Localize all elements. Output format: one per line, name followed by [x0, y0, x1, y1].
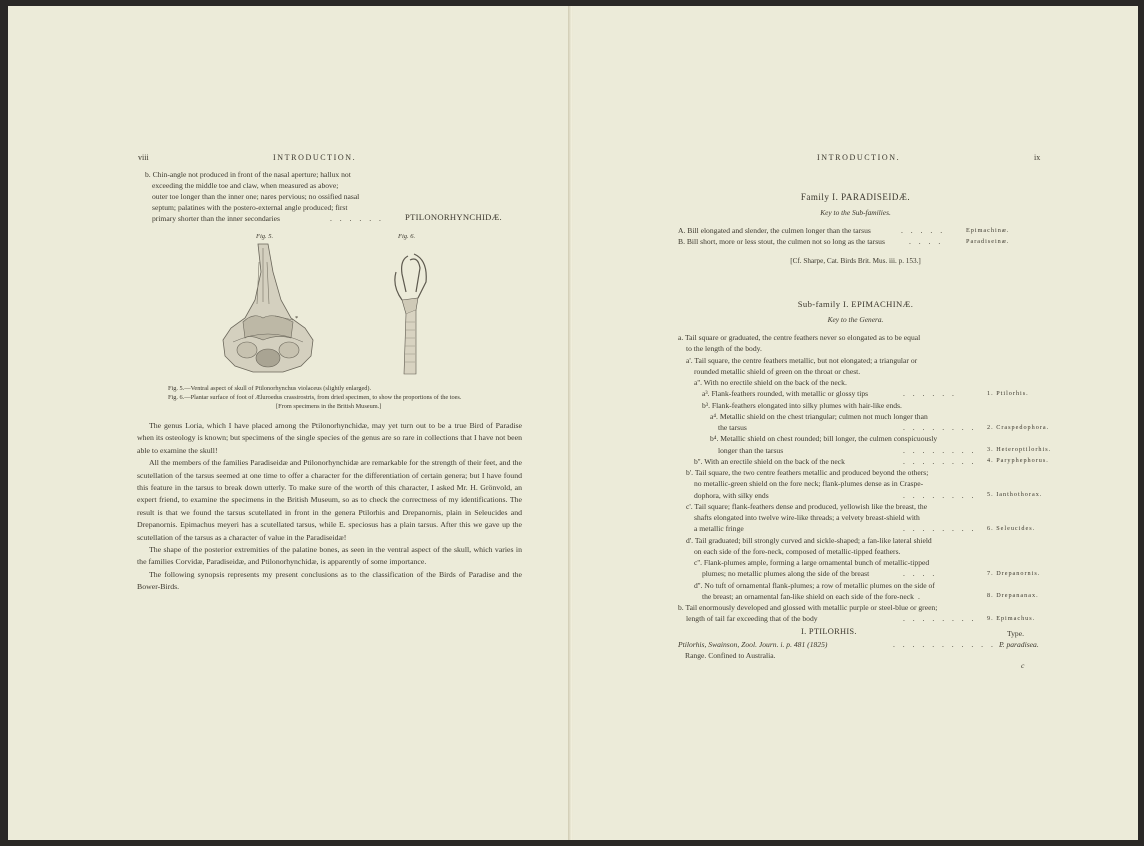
- citation-dots: . . . . . . . . . . . .: [893, 640, 1006, 649]
- item-b-line: b. Chin-angle not produced in front of the nasal aperture; hallux not: [145, 170, 351, 179]
- family-key-dots: . . . . .: [901, 226, 946, 235]
- key-line: a⁴. Metallic shield on the chest triangular; culmen not much longer than: [710, 411, 928, 421]
- key-line: no metallic-green shield on the fore neck; flank-plumes dense as in Craspe-: [694, 479, 924, 489]
- item-b-line: outer toe longer than the inner one; nares pervious; no ossified nasal: [152, 192, 360, 201]
- key-genus-result: 4. Paryphephorus.: [987, 457, 1049, 465]
- key-dots: . . . . . . . .: [903, 423, 977, 432]
- subfamily-key-title: Key to the Genera.: [827, 315, 884, 324]
- family-key-result: Epimachinæ.: [966, 227, 1010, 234]
- key-genus-result: 3. Heteroptilorhis.: [987, 446, 1052, 453]
- item-b-line: primary shorter than the inner secondaries: [152, 214, 280, 223]
- key-genus-result: 8. Drepananax.: [987, 592, 1039, 600]
- key-genus-result: 9. Epimachus.: [987, 614, 1036, 622]
- item-b-line: exceeding the middle toe and claw, when measured as above;: [152, 181, 339, 190]
- foot-illustration: [388, 252, 438, 376]
- right-page-number: ix: [1034, 153, 1041, 162]
- signature-mark: c: [1021, 661, 1025, 670]
- key-genus-result: 2. Craspedophora.: [987, 423, 1050, 431]
- key-dots: . . . . . . . .: [903, 614, 977, 624]
- key-dots: .: [918, 591, 923, 601]
- key-line: a metallic fringe: [694, 524, 744, 534]
- caption-fig6: Fig. 6.—Plantar surface of foot of Æluroedus crassirostris, from dried specimen, to show the proportions of the toes.: [168, 394, 462, 401]
- right-running-header: INTRODUCTION.: [817, 153, 901, 162]
- key-line: shafts elongated into twelve wire-like threads; a velvety breast-shield with: [694, 513, 920, 522]
- left-page: [8, 6, 571, 840]
- key-line: b. Tail enormously developed and glossed with metallic purple or steel-blue or green;: [678, 603, 938, 612]
- genus-title: I. PTILORHIS.: [801, 627, 857, 636]
- key-line: plumes; no metallic plumes along the side of the breast: [702, 569, 870, 579]
- key-line: on each side of the fore-neck, composed of metallic-tipped feathers.: [694, 546, 901, 556]
- reference: [Cf. Sharpe, Cat. Birds Brit. Mus. iii. p. 153.]: [790, 257, 921, 265]
- key-line: a'. Tail square, the centre feathers metallic, but not elongated; a triangular or: [686, 355, 918, 365]
- left-page-number: viii: [138, 153, 149, 162]
- genus-citation: Ptilorhis, Swainson, Zool. Journ. i. p. 481 (1825): [678, 640, 828, 649]
- caption-fig5: Fig. 5.—Ventral aspect of skull of Ptilonorhynchus violaceus (slightly enlarged).: [168, 385, 372, 392]
- caption-source: [From specimens in the British Museum.]: [276, 403, 382, 410]
- body-text: [137, 420, 522, 594]
- key-line: b⁴. Metallic shield on chest rounded; bill longer, the culmen conspicuously: [710, 434, 938, 444]
- key-dots: . . . . . . . .: [903, 456, 977, 466]
- key-line: b''. With an erectile shield on the back of the neck: [694, 456, 845, 466]
- type-label: Type.: [1007, 629, 1024, 638]
- figure-marker: *: [295, 315, 299, 322]
- key-dots: . . . . . . . .: [903, 445, 977, 455]
- paragraph: The following synopsis represents my present conclusions as to the classification of the Birds of Paradise and the Bower-Birds.: [137, 569, 522, 592]
- key-genus-result: 7. Drepanornis.: [987, 569, 1041, 577]
- key-line: a. Tail square or graduated, the centre feathers never so elongated as to be equal: [678, 333, 921, 342]
- key-line: d''. No tuft of ornamental flank-plumes; a row of metallic plumes on the side of: [694, 580, 935, 590]
- fig6-label: Fig. 6.: [398, 233, 416, 240]
- family-key-dots: . . . .: [909, 237, 944, 246]
- item-b-line: septum; palatines with the postero-external angle produced; first: [152, 203, 348, 212]
- family-key-row: B. Bill short, more or less stout, the culmen not so long as the tarsus: [678, 237, 885, 246]
- key-line: a''. With no erectile shield on the back of the neck.: [694, 378, 847, 387]
- family-title: Family I. PARADISEIDÆ.: [800, 192, 911, 202]
- family-key-title: Key to the Sub-families.: [820, 208, 891, 217]
- key-genus-result: 6. Seleucides.: [987, 524, 1036, 532]
- key-line: dophora, with silky ends: [694, 490, 769, 500]
- key-dots: . . . . . . . .: [903, 490, 977, 500]
- key-line: c''. Flank-plumes ample, forming a large ornamental bunch of metallic-tipped: [694, 558, 930, 567]
- key-line: b'. Tail square, the two centre feathers metallic and produced beyond the others;: [686, 468, 929, 477]
- key-dots: . . . . . .: [903, 389, 957, 399]
- key-line: c'. Tail square; flank-feathers dense and produced, yellowish like the breast, the: [686, 501, 928, 511]
- genus-range: Range. Confined to Australia.: [685, 651, 776, 660]
- right-page: [573, 6, 1138, 840]
- key-line: to the length of the body.: [686, 344, 762, 354]
- item-b-dots: . . . . . .: [330, 214, 384, 223]
- key-genus-result: 1. Ptilorhis.: [987, 389, 1029, 397]
- key-line: b³. Flank-feathers elongated into silky plumes with hair-like ends.: [702, 400, 902, 410]
- paragraph: The genus Loria, which I have placed among the Ptilonorhynchidæ, may yet turn out to be a true Bird of Paradise when its osteology is known; but specimens of the single species of the genus are so rare in collections that I have not been able to examine the skull!: [137, 421, 522, 455]
- type-species: P. paradisea.: [999, 640, 1039, 649]
- family-key-row: A. Bill elongated and slender, the culmen longer than the tarsus: [678, 226, 871, 235]
- key-line: the tarsus: [718, 423, 747, 432]
- key-line: the breast; an ornamental fan-like shield on each side of the fore-neck: [702, 591, 914, 601]
- family-name: PTILONORHYNCHIDÆ.: [405, 212, 503, 222]
- key-dots: . . . . . . . .: [903, 524, 977, 534]
- key-line: length of tail far exceeding that of the body: [686, 614, 818, 624]
- subfamily-title: Sub-family I. EPIMACHINÆ.: [797, 299, 914, 309]
- skull-illustration: [213, 242, 323, 376]
- key-line: a³. Flank-feathers rounded, with metallic or glossy tips: [702, 389, 869, 399]
- paragraph: All the members of the families Paradiseidæ and Ptilonorhynchidæ are remarkable for the strength of their feet, and the scutellation of the tarsus seemed at one time to offer a character for the differentiation of certain genera; but I have found this feature in the tarsus to break down utterly. To make sure of the worth of this character, I asked Mr. H. Grönvold, an expert friend, to examine the specimens in the British Museum, so as to check the correctness of my identifications. The result is that we found the tarsus scutellated in front in the genera Ptilorhis and Drepanornis, plain in Seleucides and Drepanornis. Epimachus meyeri has a scutellated tarsus, while E. speciosus has a plain tarsus. After this we gave up the scutellation of the tarsus as a character of value in the Paradiseidæ!: [137, 458, 522, 542]
- left-running-header: INTRODUCTION.: [273, 153, 357, 162]
- key-dots: . . . .: [903, 569, 938, 579]
- family-key-result: Paradiseinæ.: [966, 238, 1010, 245]
- key-line: rounded metallic shield of green on the throat or chest.: [694, 366, 861, 376]
- key-line: longer than the tarsus: [718, 445, 784, 455]
- key-line: d'. Tail graduated; bill strongly curved and sickle-shaped; a fan-like lateral shield: [686, 535, 932, 545]
- fig5-label: Fig. 5.: [256, 233, 274, 240]
- key-genus-result: 5. Ianthothorax.: [987, 491, 1043, 498]
- paragraph: The shape of the posterior extremities of the palatine bones, as seen in the ventral aspect of the skull, which varies in the families Corvidæ, Paradiseidæ, and Ptilonorhynchidæ, is apparently of some importance.: [137, 545, 522, 567]
